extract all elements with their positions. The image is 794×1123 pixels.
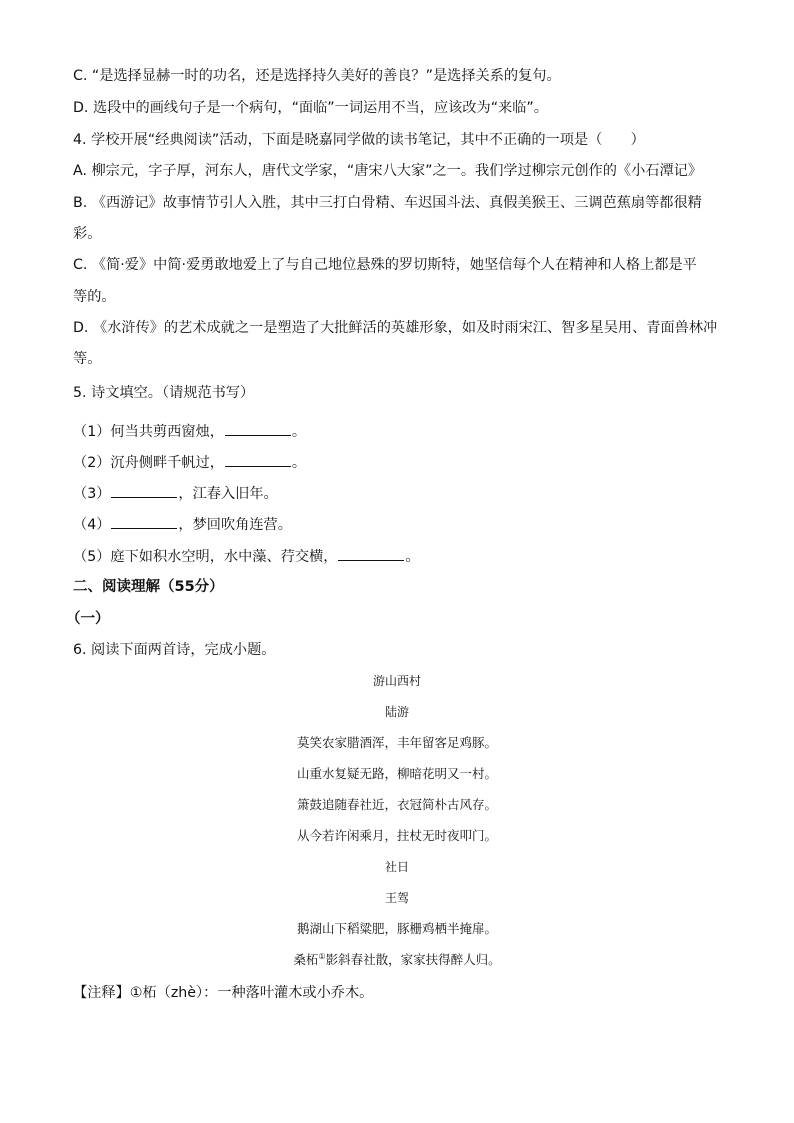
poem1-line-4: 从今若许闲乘月，拄杖无时夜叩门。 (296, 828, 497, 843)
q5-item-2-end: 。 (291, 455, 307, 471)
q5-item-3 (73, 485, 278, 503)
answer-blank (111, 516, 177, 529)
poem1-line-1: 莫笑农家腊酒浑，丰年留客足鸡豚。 (296, 735, 497, 750)
poem2-line-2-start: 桑柘 (293, 952, 319, 967)
q5-item-1 (73, 423, 306, 441)
q4-option-b-line2: 彩。 (73, 226, 102, 242)
q5-item-3-end: ，江春入旧年。 (178, 486, 278, 502)
q4-option-c-line2: 等的。 (73, 289, 116, 305)
q5-item-5-text: （5）庭下如积水空明，水中藻、荇交横， (73, 549, 338, 565)
q3-option-d: D. 选段中的画线句子是一个病句，“面临”一词运用不当，应该改为“来临”。 (73, 100, 548, 116)
annotation-note: 【注释】①柘（zhè）：一种落叶灌木或小乔木。 (73, 985, 374, 1001)
answer-blank (111, 485, 177, 498)
q4-stem: 4. 学校开展“经典阅读”活动，下面是晓嘉同学做的读书笔记，其中不正确的一项是（ ） (73, 132, 645, 148)
q5-item-5-end: 。 (405, 549, 420, 565)
poem1-author: 陆游 (384, 705, 409, 719)
poem1-line-2: 山重水复疑无路，柳暗花明又一村。 (296, 766, 497, 781)
poem2-line-2-end: 影斜春社散，家家扶得醉人归。 (325, 952, 501, 967)
poem1-title: 游山西村 (372, 674, 421, 688)
answer-blank (225, 423, 291, 436)
answer-blank (338, 548, 404, 561)
q4-option-a: A. 柳宗元，字子厚，河东人，唐代文学家，“唐宋八大家”之一。我们学过柳宗元创作的《小石潭记》 (73, 163, 703, 179)
q4-option-d-line2: 等。 (73, 351, 102, 367)
q5-item-2-text: （2）沉舟侧畔千帆过， (73, 455, 224, 471)
poem2-author: 王驾 (384, 891, 409, 905)
q5-item-2 (73, 454, 306, 472)
q5-item-4 (73, 516, 292, 534)
q4-option-b-line1: B. 《西游记》故事情节引人入胜，其中三打白骨精、车迟国斗法、真假美猴王、三调芭蕉扇等都很精 (73, 195, 702, 211)
q5-stem: 5. 诗文填空。（请规范书写） (73, 385, 255, 401)
poem2-line-2 (0, 952, 794, 968)
q4-option-c-line1: C. 《简·爱》中简·爱勇敢地爱上了与自己地位悬殊的罗切斯特，她坚信每个人在精神和人格上都是平 (73, 257, 697, 273)
footnote-marker: ① (318, 951, 326, 961)
q6-stem: 6. 阅读下面两首诗，完成小题。 (73, 642, 276, 658)
q5-item-4-end: ，梦回吹角连营。 (178, 517, 292, 533)
poem2-title: 社日 (384, 860, 409, 874)
q4-option-d-line1: D. 《水浒传》的艺术成就之一是塑造了大批鲜活的英雄形象，如及时雨宋江、智多星吴用、青面兽林冲 (73, 320, 718, 336)
section-heading-reading: 二、阅读理解（55分） (73, 579, 224, 595)
poem1-line-3: 箫鼓追随春社近，衣冠简朴古风存。 (296, 797, 497, 812)
q5-item-1-text: （1）何当共剪西窗烛， (73, 424, 224, 440)
q5-item-1-end: 。 (291, 424, 307, 440)
q5-item-4-text: （4） (73, 517, 111, 533)
q5-item-5 (73, 548, 420, 566)
q3-option-c: C. “是选择显赫一时的功名，还是选择持久美好的善良？”是选择关系的复句。 (73, 68, 561, 84)
part-heading-1: （一） (66, 611, 110, 627)
q5-item-3-text: （3） (73, 486, 111, 502)
answer-blank (225, 454, 291, 467)
poem2-line-1: 鹅湖山下稻粱肥，豚栅鸡栖半掩扉。 (296, 921, 497, 936)
